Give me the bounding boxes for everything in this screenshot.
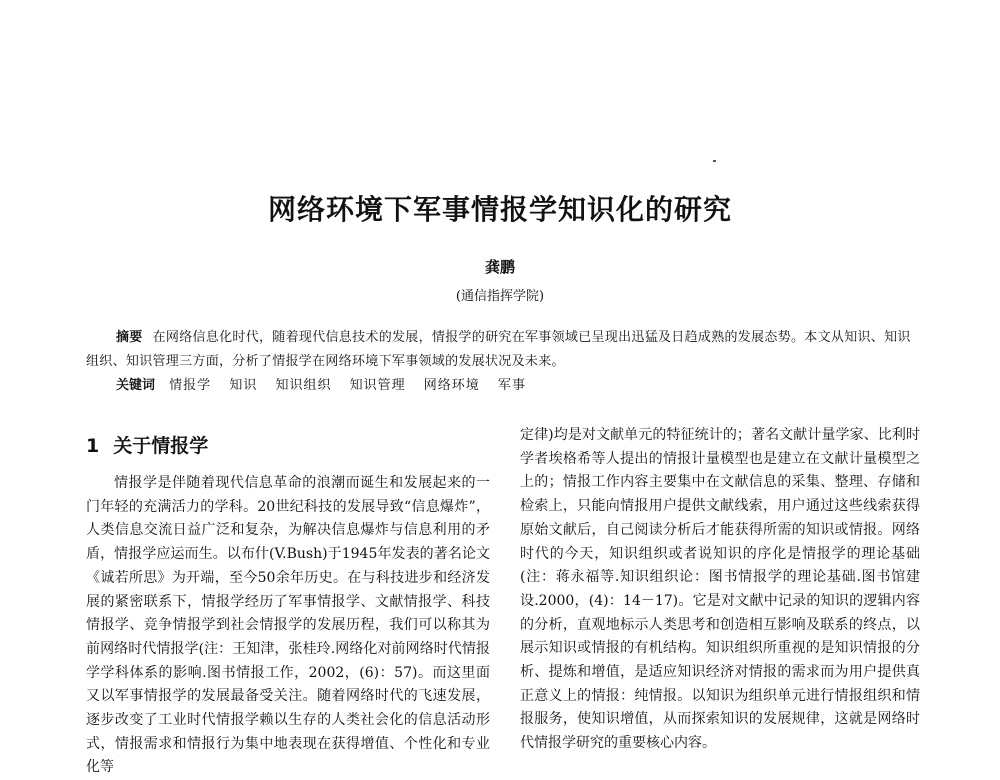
keyword-item: 军事	[497, 378, 526, 393]
body-paragraph: 情报学是伴随着现代信息革命的浪潮而诞生和发展起来的一门年轻的充满活力的学科。20世纪科技的发展导致“信息爆炸”，人类信息交流日益广泛和复杂，为解决信息爆炸与信息利用的矛盾，情报学应运而生。以布什(V.Bush)于1945年发表的著名论文《诚若所思》为开端，至今50余年历史。在与科技进步和经济发展的紧密联系下，情报学经历了军事情报学、文献情报学、科技情报学、竞争情报学到社会情报学的发展历程，我们可以称其为前网络时代情报学(注：王知津，张桂玲.网络化对前网络时代情报学学科体系的影响.图书情报工作，2002，(6)：57)。而这里面又以军事情报学的发展最备受关注。随着网络时代的飞速发展，逐步改变了工业时代情报学赖以生存的人类社会化的信息活动形式，情报需求和情报行为集中地表现在获得增值、个性化和专业化等	[86, 475, 490, 776]
keyword-item: 知识管理	[349, 378, 406, 393]
abstract	[86, 326, 920, 374]
keywords-label: 关键词	[116, 378, 156, 393]
keyword-item: 情报学	[169, 378, 212, 393]
section-title: 关于情报学	[113, 435, 209, 457]
section-number: 1	[86, 435, 100, 457]
body-paragraph-continued: 定律)均是对文献单元的特征统计的；著名文献计量学家、比利时学者埃格希等人提出的情报计量模型也是建立在文献计量模型之上的；情报工作内容主要集中在文献信息的采集、整理、存储和检索上，只能向情报用户提供文献线索，用户通过这些线索获得原始文献后，自己阅读分析后才能获得所需的知识或情报。网络时代的今天，知识组织或者说知识的序化是情报学的理论基础(注：蒋永福等.知识组织论：图书情报学的理论基础.图书馆建设.2000，(4)：14－17)。它是对文献中记录的知识的逻辑内容的分析，直观地标示人类思考和创造相互影响及联系的终点，以展示知识或情报的有机结构。知识组织所重视的是知识情报的分析、提炼和增值，是适应知识经济对情报的需求而为用户提供真正意义上的情报：纯情报。以知识为组织单元进行情报组织和情报服务，使知识增值，从而探索知识的发展规律，这就是网络时代情报学研究的重要核心内容。	[520, 427, 920, 752]
abstract-label: 摘要	[116, 330, 143, 345]
author-name: 龚鹏	[484, 258, 515, 276]
section-heading	[86, 434, 490, 458]
article-title: 网络环境下军事情报学知识化的研究	[267, 193, 732, 226]
left-column	[86, 426, 490, 780]
right-column	[520, 424, 920, 756]
scan-speck	[713, 160, 716, 162]
abstract-text: 在网络信息化时代，随着现代信息技术的发展，情报学的研究在军事领域已呈现出迅猛及日趋成熟的发展态势。本文从知识、知识组织、知识管理三方面，分析了情报学在网络环境下军事领域的发展状况及未来。	[86, 330, 911, 369]
keyword-item: 网络环境	[423, 378, 480, 393]
keyword-item: 知识	[229, 378, 258, 393]
keywords	[116, 374, 916, 398]
keyword-item: 知识组织	[275, 378, 332, 393]
author-affiliation: (通信指挥学院)	[455, 289, 545, 304]
